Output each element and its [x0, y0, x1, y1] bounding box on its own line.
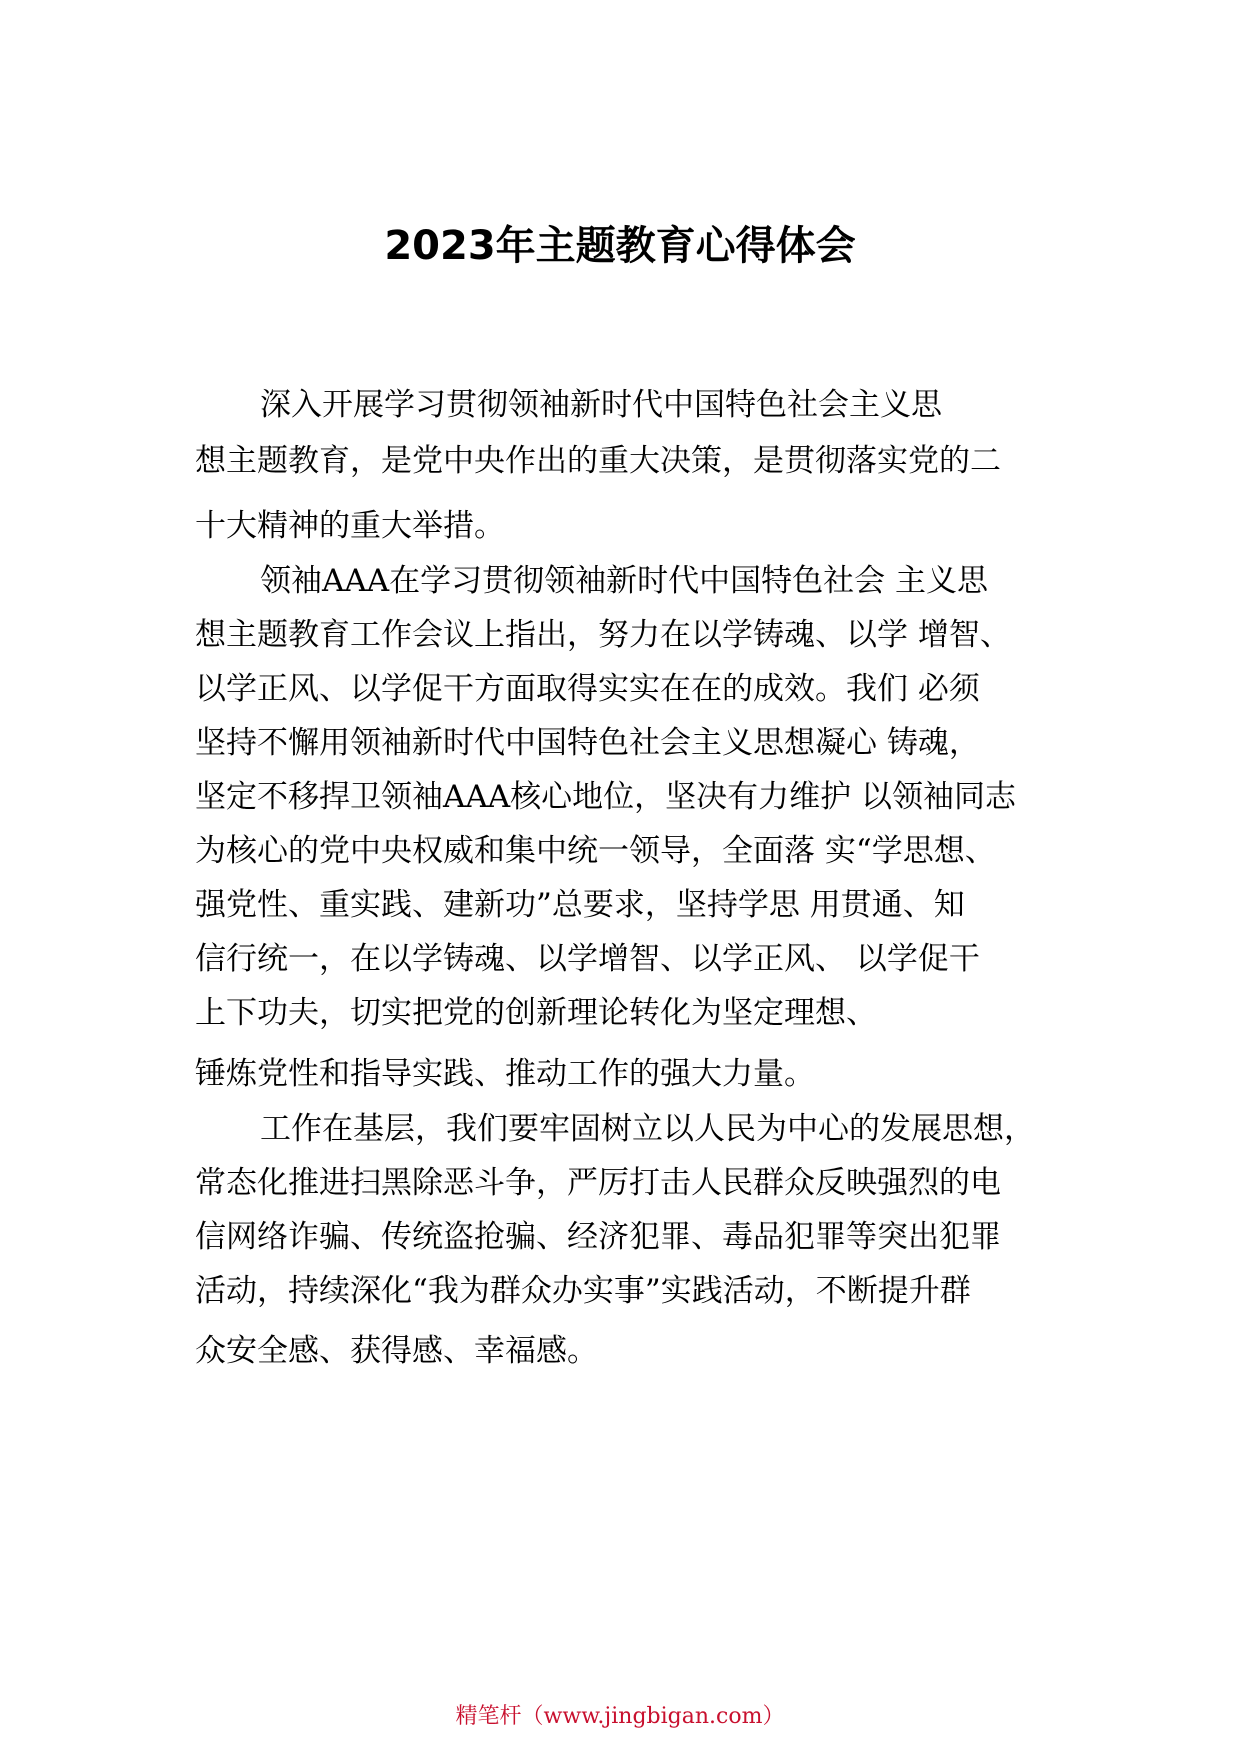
paragraph-3-line-4: 活动，持续深化“我为群众办实事”实践活动，不断提升群: [195, 1273, 971, 1309]
paragraph-2-line-5: 坚定不移捍卫领袖AAA核心地位，坚决有力维护 以领袖同志: [195, 779, 1017, 815]
paragraph-2-line-10: 锤炼党性和指导实践、推动工作的强大力量。: [195, 1056, 815, 1092]
paragraph-1-line-3: 十大精神的重大举措。: [195, 508, 505, 544]
document-title: 2023年主题教育心得体会: [384, 223, 856, 269]
paragraph-2-line-8: 信行统一，在以学铸魂、以学增智、以学正风、 以学促干: [195, 941, 980, 977]
paragraph-2-line-3: 以学正风、以学促干方面取得实实在在的成效。我们 必须: [195, 671, 980, 707]
paragraph-3-line-2: 常态化推进扫黑除恶斗争，严厉打击人民群众反映强烈的电: [195, 1165, 1001, 1201]
paragraph-1-line-2: 想主题教育，是党中央作出的重大决策，是贯彻落实党的二: [195, 443, 1001, 479]
paragraph-3-line-3: 信网络诈骗、传统盗抢骗、经济犯罪、毒品犯罪等突出犯罪: [195, 1219, 1001, 1255]
footer-watermark: 精笔杆（www.jingbigan.com）: [455, 1704, 785, 1729]
paragraph-2-line-4: 坚持不懈用领袖新时代中国特色社会主义思想凝心 铸魂，: [195, 725, 980, 761]
paragraph-2-line-7: 强党性、重实践、建新功”总要求，坚持学思 用贯通、知: [195, 887, 965, 923]
paragraph-2-line-9: 上下功夫，切实把党的创新理论转化为坚定理想、: [195, 995, 877, 1031]
paragraph-3-line-1: 工作在基层，我们要牢固树立以人民为中心的发展思想，: [260, 1111, 1035, 1147]
paragraph-2-line-6: 为核心的党中央权威和集中统一领导，全面落 实“学思想、: [195, 833, 996, 869]
paragraph-3-line-5: 众安全感、获得感、幸福感。: [195, 1333, 598, 1369]
paragraph-2-line-2: 想主题教育工作会议上指出，努力在以学铸魂、以学 增智、: [195, 617, 1011, 653]
paragraph-2-line-1: 领袖AAA在学习贯彻领袖新时代中国特色社会 主义思: [260, 563, 989, 599]
paragraph-1-line-1: 深入开展学习贯彻领袖新时代中国特色社会主义思: [260, 387, 942, 423]
